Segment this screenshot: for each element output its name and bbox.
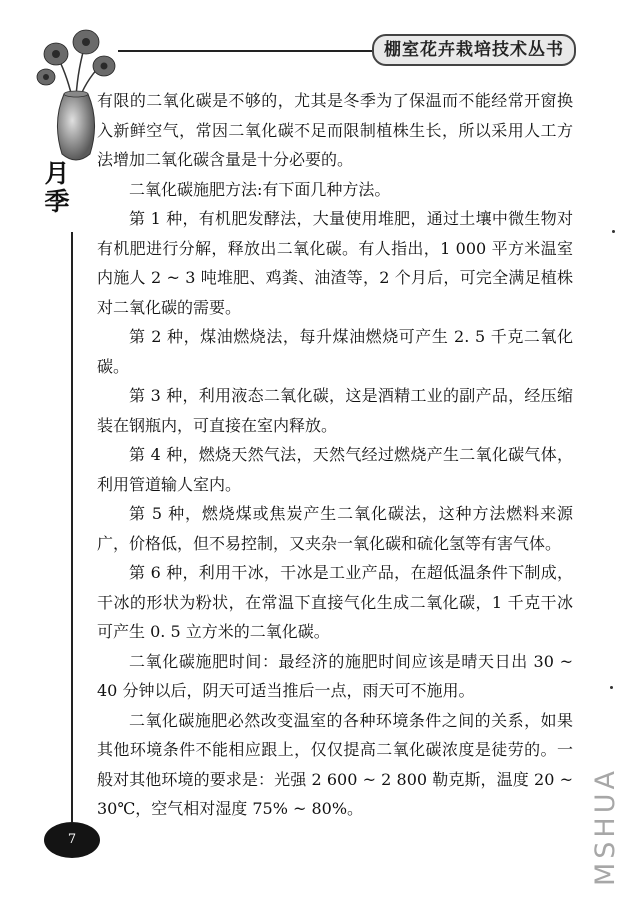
paragraph: 第 2 种，煤油燃烧法，每升煤油燃烧可产生 2. 5 千克二氧化碳。 [97, 327, 573, 376]
paragraph: 有限的二氧化碳是不够的，尤其是冬季为了保温而不能经常开窗换入新鲜空气，常因二氧化碳不足而限制植株生长，所以采用人工方法增加二氧化碳含量是十分必要的。 [97, 91, 573, 169]
chapter-month-label: 月季 [44, 159, 70, 216]
margin-rule [71, 232, 73, 822]
page-number-badge [44, 822, 100, 858]
paragraph: 第 4 种，燃烧天然气法，天然气经过燃烧产生二氧化碳气体，利用管道输人室内。 [97, 445, 573, 494]
paragraph: 二氧化碳施肥方法:有下面几种方法。 [129, 179, 391, 199]
paragraph: 第 6 种，利用干冰，干冰是工业产品，在超低温条件下制成，干冰的形状为粉状，在常温下直接气化生成二氧化碳，1 千克干冰可产生 0. 5 立方米的二氧化碳。 [97, 563, 573, 641]
watermark: MSHUA [590, 767, 621, 886]
paragraph: 第 3 种，利用液态二氧化碳，这是酒精工业的副产品，经压缩装在钢瓶内，可直接在室内释放。 [97, 386, 573, 435]
paragraph: 二氧化碳施肥时间：最经济的施肥时间应该是晴天日出 30 ~ 40 分钟以后，阴天可适当推后一点，雨天可不施用。 [97, 651, 573, 700]
scan-speck [610, 686, 613, 689]
paragraph: 第 1 种，有机肥发酵法，大量使用堆肥，通过土壤中微生物对有机肥进行分解，释放出二氧化碳。有人指出，1 000 平方米温室内施人 2 ~ 3 吨堆肥、鸡粪、油渣等，2 个月后，可完全满足植株对二氧化碳的需要。 [97, 209, 573, 317]
series-title: 棚室花卉栽培技术丛书 [372, 34, 576, 66]
paragraph: 二氧化碳施肥必然改变温室的各种环境条件之间的关系，如果其他环境条件不能相应跟上，仅仅提高二氧化碳浓度是徒劳的。一般对其他环境的要求是：光强 2 600 ~ 2 800 勒克斯，温度 20 ~ 30℃，空气相对湿度 75% ~ 80%。 [97, 710, 573, 818]
scan-speck [612, 230, 615, 233]
header-rule [118, 50, 380, 52]
page-number: 7 [67, 832, 77, 847]
body-text [97, 86, 573, 824]
paragraph: 第 5 种，燃烧煤或焦炭产生二氧化碳法，这种方法燃料来源广，价格低，但不易控制，又夹杂一氧化碳和硫化氢等有害气体。 [97, 504, 573, 553]
